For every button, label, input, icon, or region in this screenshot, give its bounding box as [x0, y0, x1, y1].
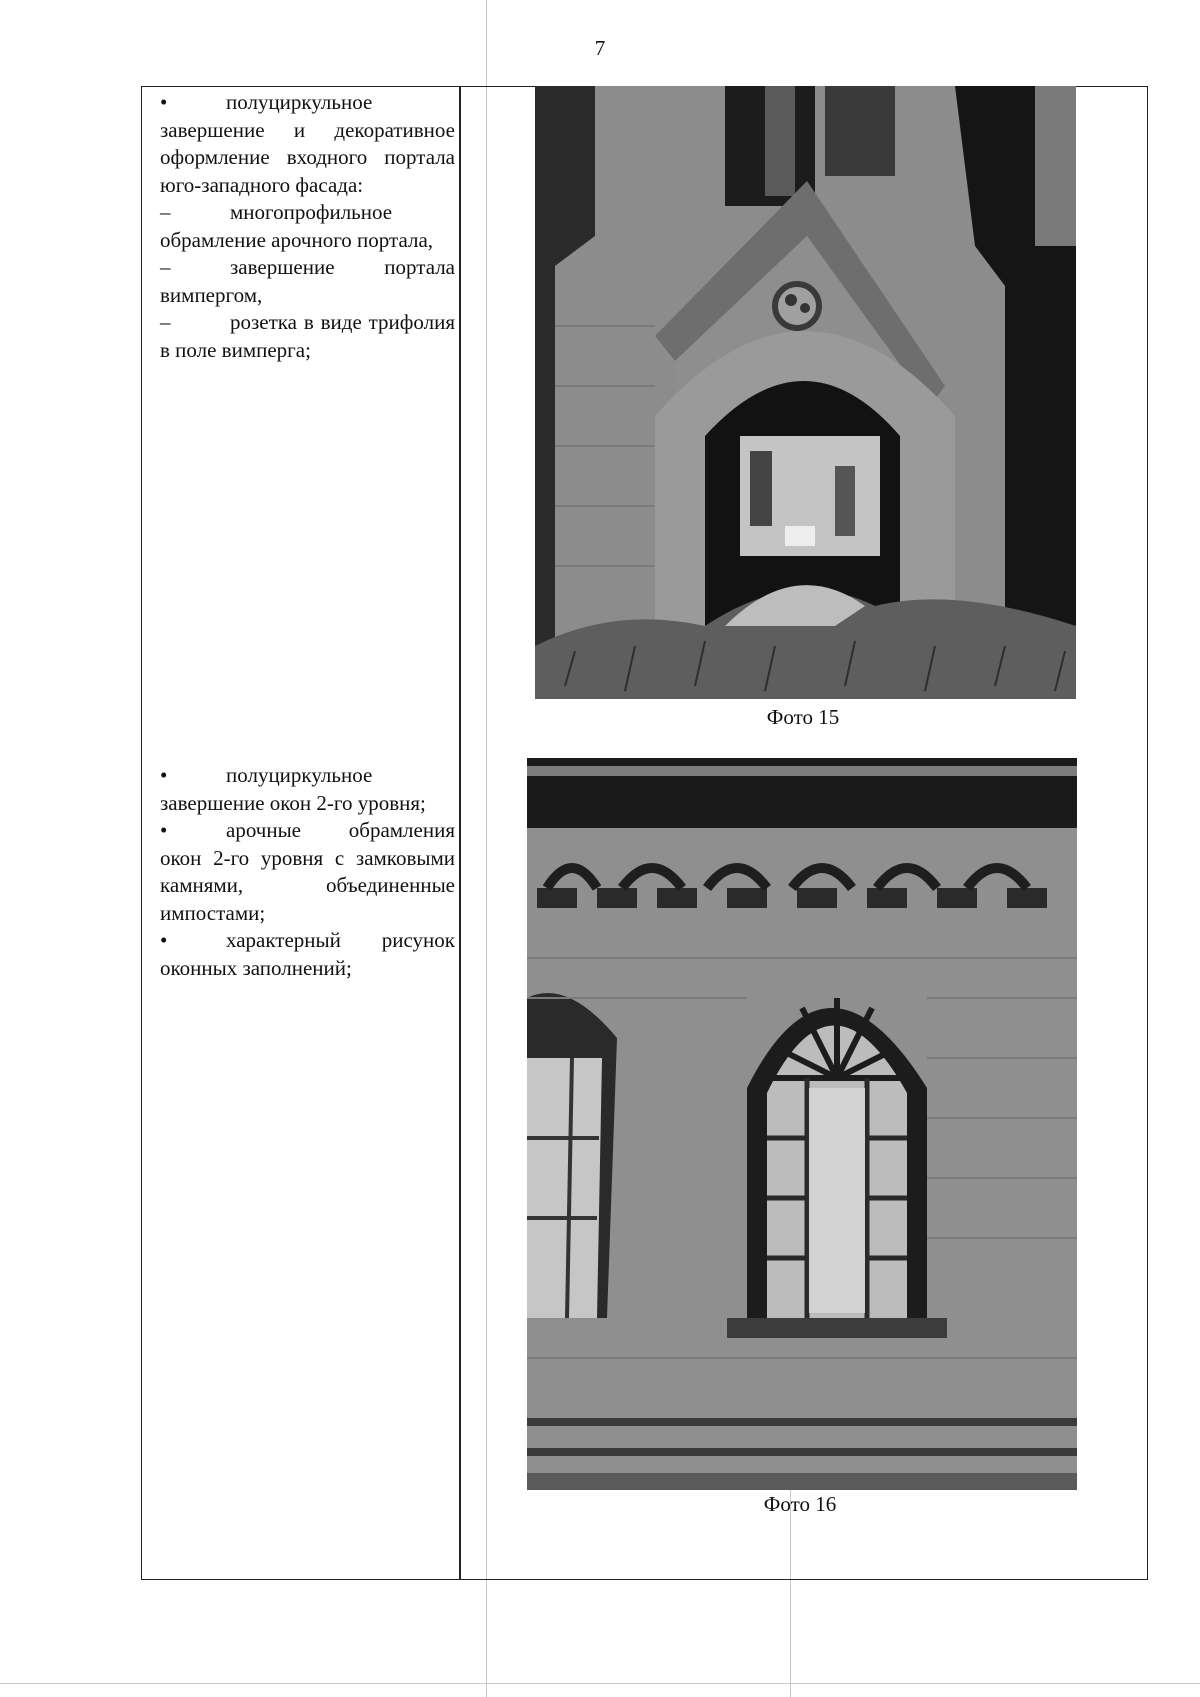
list-item-text: завершение портала вимпергом, [160, 255, 455, 307]
dash-marker: – [160, 310, 171, 334]
page-number: 7 [594, 36, 606, 60]
dash-marker: – [160, 255, 171, 279]
list-item-text: многопрофильное обрамление арочного портала, [160, 200, 434, 252]
feature-list-windows [160, 762, 455, 982]
photo-caption: Фото 15 [766, 705, 840, 729]
bullet-marker: • [160, 90, 168, 114]
list-item-text: арочные обрамления окон 2-го уровня с замковыми камнями, объединенные импостами; [160, 818, 455, 925]
photo-gothic-portal [535, 86, 1076, 699]
list-item-text: полуциркульное завершение окон 2-го уровня; [160, 763, 426, 815]
list-item [160, 309, 455, 364]
list-item [160, 199, 455, 254]
feature-list-portal [160, 89, 455, 364]
bullet-marker: • [160, 818, 168, 842]
photo-caption: Фото 16 [763, 1492, 837, 1516]
list-item [160, 817, 455, 927]
list-item-text: характерный рисунок оконных заполнений; [160, 928, 455, 980]
list-item [160, 254, 455, 309]
table-column-divider [459, 86, 461, 1580]
list-item-text: полуциркульное завершение и декоративное оформление входного портала юго-западного фасада: [160, 90, 455, 197]
bullet-marker: • [160, 763, 168, 787]
photo-arched-window [527, 758, 1077, 1490]
bullet-marker: • [160, 928, 168, 952]
dash-marker: – [160, 200, 171, 224]
list-item [160, 762, 455, 817]
list-item [160, 89, 455, 199]
list-item [160, 927, 455, 982]
list-item-text: розетка в виде трифолия в поле вимперга; [160, 310, 455, 362]
scan-artifact-line [0, 1683, 1200, 1684]
